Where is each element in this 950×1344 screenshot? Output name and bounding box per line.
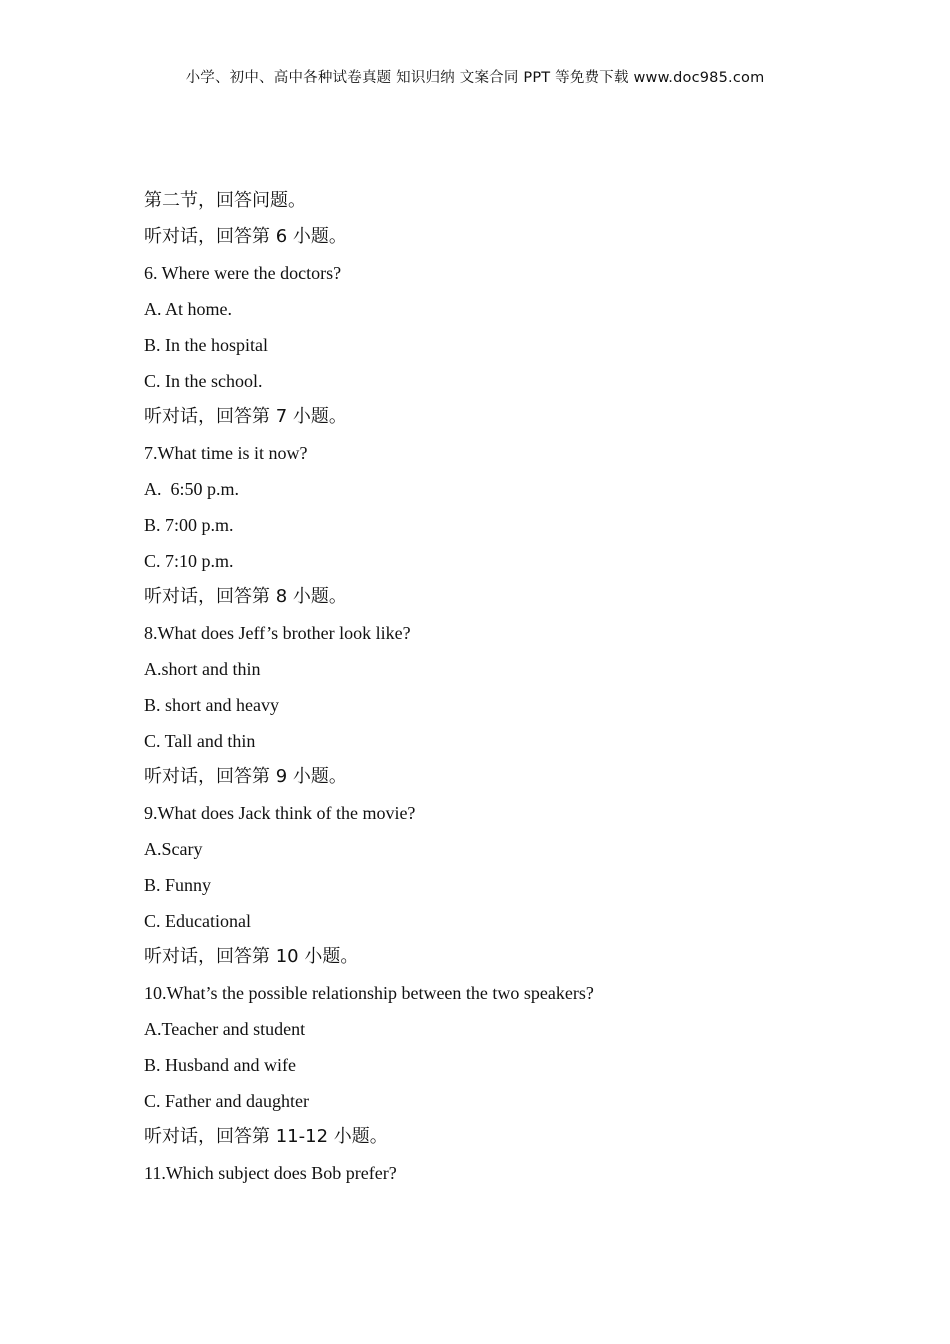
question-9-option-a: A.Scary [144, 839, 203, 859]
question-6-option-a: A. At home. [144, 299, 232, 319]
question-8-option-b: B. short and heavy [144, 695, 279, 715]
question-7: 7.What time is it now? [144, 443, 308, 463]
question-9-option-c: C. Educational [144, 911, 251, 931]
question-9: 9.What does Jack think of the movie? [144, 803, 416, 823]
section-heading: 第二节，回答问题。 [144, 190, 306, 211]
question-8-option-c: C. Tall and thin [144, 731, 256, 751]
question-10-option-b: B. Husband and wife [144, 1055, 296, 1075]
listening-instruction: 听对话，回答第 7 小题。 [144, 406, 347, 427]
question-7-option-b: B. 7:00 p.m. [144, 515, 234, 535]
question-9-option-b: B. Funny [144, 875, 212, 895]
question-8-option-a: A.short and thin [144, 659, 261, 679]
listening-instruction: 听对话，回答第 11-12 小题。 [144, 1126, 388, 1147]
question-6-option-b: B. In the hospital [144, 335, 268, 355]
question-8: 8.What does Jeff’s brother look like? [144, 623, 411, 643]
question-7-option-a: A. 6:50 p.m. [144, 479, 240, 499]
listening-instruction: 听对话，回答第 6 小题。 [144, 226, 347, 247]
question-10-option-c: C. Father and daughter [144, 1091, 309, 1111]
question-10: 10.What’s the possible relationship between the two speakers? [144, 983, 594, 1003]
question-7-option-c: C. 7:10 p.m. [144, 551, 234, 571]
listening-instruction: 听对话，回答第 9 小题。 [144, 766, 347, 787]
document-body [144, 183, 904, 1191]
question-6: 6. Where were the doctors? [144, 263, 342, 283]
question-11: 11.Which subject does Bob prefer? [144, 1163, 397, 1183]
question-10-option-a: A.Teacher and student [144, 1019, 306, 1039]
page-header: 小学、初中、高中各种试卷真题 知识归纳 文案合同 PPT 等免费下载 www.doc985.com [185, 70, 765, 86]
listening-instruction: 听对话，回答第 8 小题。 [144, 586, 347, 607]
listening-instruction: 听对话，回答第 10 小题。 [144, 946, 359, 967]
question-6-option-c: C. In the school. [144, 371, 263, 391]
